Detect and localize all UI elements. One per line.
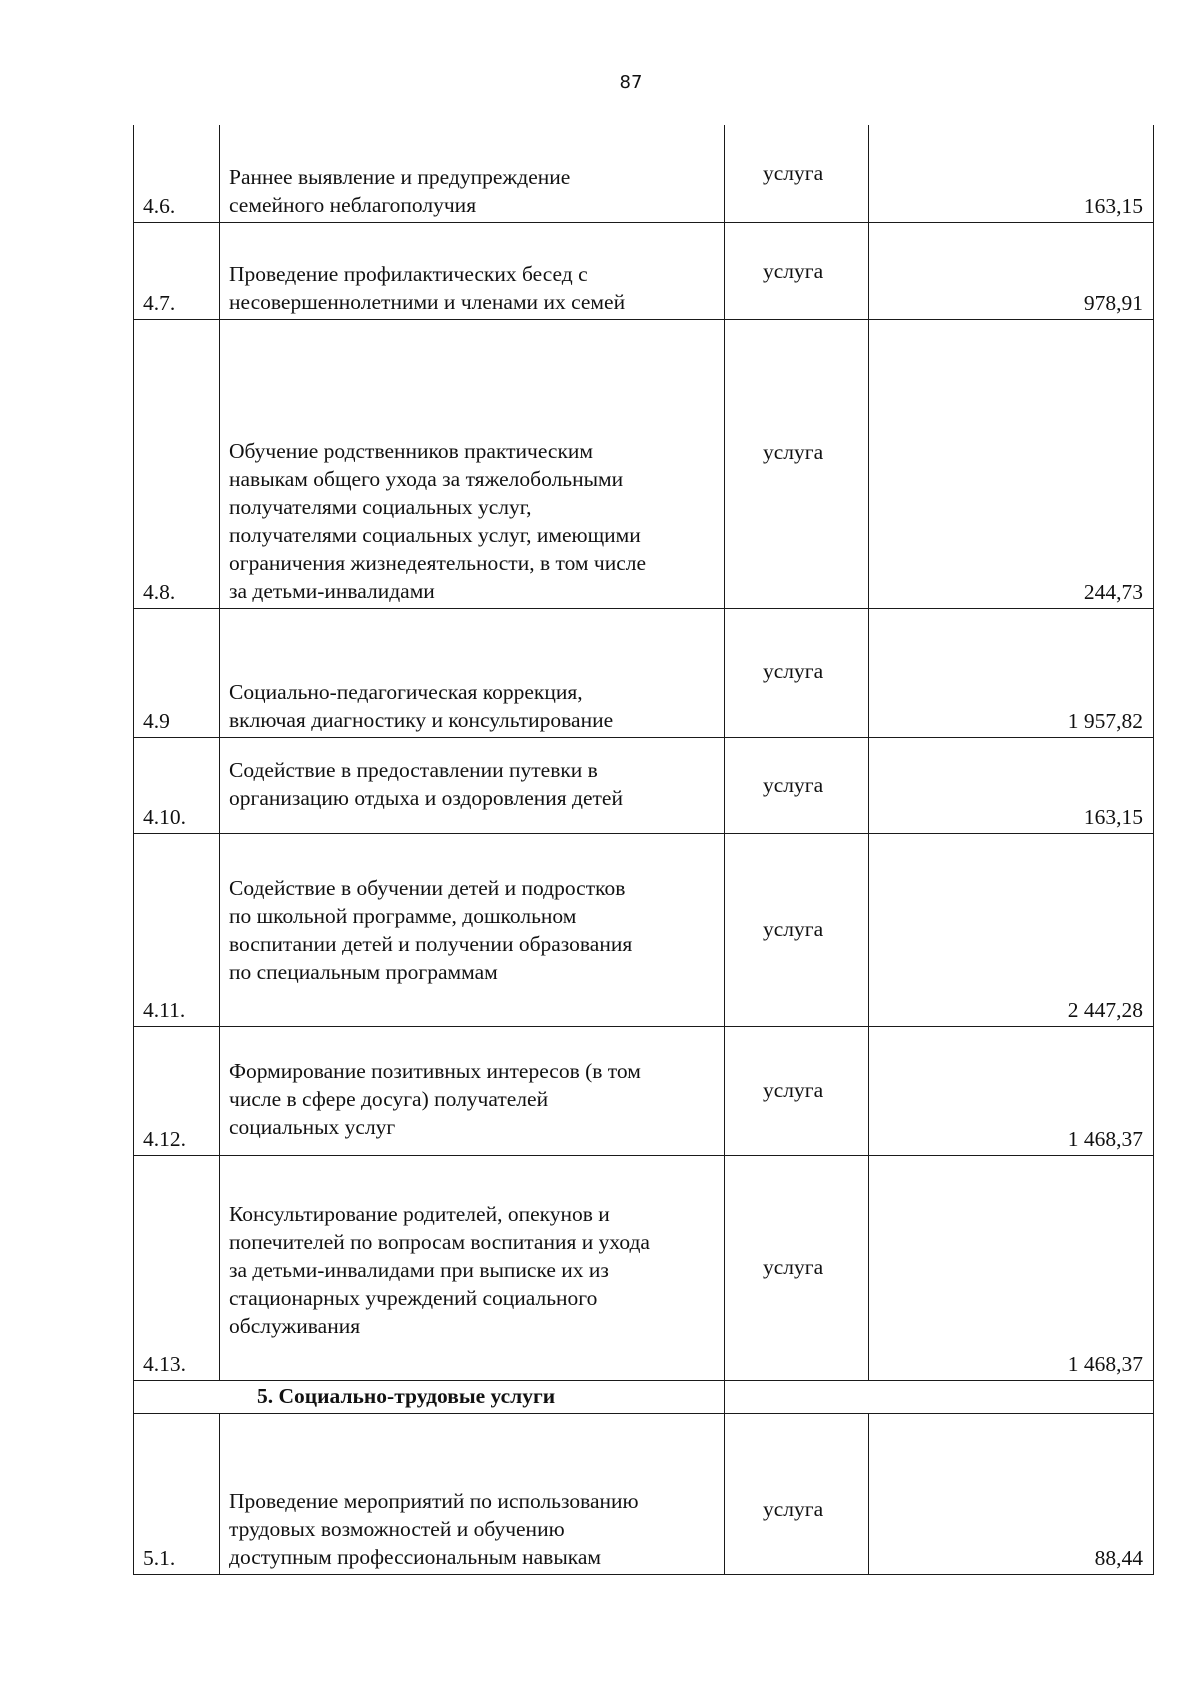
service-name-line: Раннее выявление и предупреждение <box>229 164 571 189</box>
unit-cell: услуга <box>725 1155 869 1380</box>
service-name-line: попечителей по вопросам воспитания и ухода <box>229 1229 650 1254</box>
price-cell: 978,91 <box>869 222 1154 319</box>
page-number: 87 <box>619 72 643 93</box>
table-row <box>134 1413 1154 1574</box>
service-name-line: Консультирование родителей, опекунов и <box>229 1201 610 1226</box>
service-name-line: за детьми-инвалидами <box>229 578 435 603</box>
section-header-row <box>134 1380 1154 1413</box>
service-name-line: несовершеннолетними и членами их семей <box>229 289 626 314</box>
table-row <box>134 1155 1154 1380</box>
service-name-line: навыкам общего ухода за тяжелобольными <box>229 466 624 491</box>
service-name-line: Проведение мероприятий по использованию <box>229 1488 639 1513</box>
table-row <box>134 737 1154 833</box>
price-cell: 2 447,28 <box>869 833 1154 1026</box>
price-cell: 88,44 <box>869 1413 1154 1574</box>
service-name-line: воспитании детей и получении образования <box>229 931 633 956</box>
unit-cell: услуга <box>725 608 869 737</box>
row-number: 4.7. <box>134 222 220 319</box>
service-name-line: организацию отдыха и оздоровления детей <box>229 785 623 810</box>
unit-cell: услуга <box>725 125 869 222</box>
unit-cell: услуга <box>725 833 869 1026</box>
service-name-line: обслуживания <box>229 1313 361 1338</box>
price-cell: 163,15 <box>869 737 1154 833</box>
service-name <box>220 833 725 1026</box>
service-name-line: Проведение профилактических бесед с <box>229 261 588 286</box>
service-name-line: по специальным программам <box>229 959 498 984</box>
service-name-line: получателями социальных услуг, имеющими <box>229 522 641 547</box>
section-empty-cell <box>725 1380 1154 1413</box>
service-name-line: за детьми-инвалидами при выписке их из <box>229 1257 609 1282</box>
service-name <box>220 1413 725 1574</box>
services-table <box>133 125 1154 1575</box>
unit-cell: услуга <box>725 222 869 319</box>
unit-cell: услуга <box>725 737 869 833</box>
row-number: 4.10. <box>134 737 220 833</box>
unit-cell: услуга <box>725 1413 869 1574</box>
price-cell: 244,73 <box>869 319 1154 608</box>
row-number: 4.9 <box>134 608 220 737</box>
row-number: 4.13. <box>134 1155 220 1380</box>
service-name <box>220 222 725 319</box>
service-name-line: трудовых возможностей и обучению <box>229 1516 565 1541</box>
price-cell: 1 468,37 <box>869 1026 1154 1155</box>
service-name-line: по школьной программе, дошкольном <box>229 903 577 928</box>
row-number: 4.8. <box>134 319 220 608</box>
row-number: 4.11. <box>134 833 220 1026</box>
row-number: 5.1. <box>134 1413 220 1574</box>
service-name <box>220 125 725 222</box>
service-name <box>220 1026 725 1155</box>
section-title: 5. Социально-трудовые услуги <box>134 1380 725 1413</box>
service-name-line: ограничения жизнедеятельности, в том числе <box>229 550 647 575</box>
price-cell: 163,15 <box>869 125 1154 222</box>
table-row <box>134 608 1154 737</box>
service-name <box>220 737 725 833</box>
service-name-line: семейного неблагополучия <box>229 192 477 217</box>
table-row <box>134 125 1154 222</box>
service-name-line: социальных услуг <box>229 1114 396 1139</box>
service-name-line: включая диагностику и консультирование <box>229 707 614 732</box>
price-cell: 1 468,37 <box>869 1155 1154 1380</box>
table-row <box>134 1026 1154 1155</box>
service-name <box>220 608 725 737</box>
service-name-line: Социально-педагогическая коррекция, <box>229 679 583 704</box>
table-row <box>134 833 1154 1026</box>
row-number: 4.12. <box>134 1026 220 1155</box>
service-name <box>220 1155 725 1380</box>
unit-cell: услуга <box>725 319 869 608</box>
service-name-line: получателями социальных услуг, <box>229 494 532 519</box>
unit-cell: услуга <box>725 1026 869 1155</box>
row-number: 4.6. <box>134 125 220 222</box>
price-cell: 1 957,82 <box>869 608 1154 737</box>
service-name-line: Формирование позитивных интересов (в том <box>229 1058 641 1083</box>
service-name-line: числе в сфере досуга) получателей <box>229 1086 549 1111</box>
service-name-line: стационарных учреждений социального <box>229 1285 598 1310</box>
service-name-line: Содействие в обучении детей и подростков <box>229 875 626 900</box>
table-row <box>134 319 1154 608</box>
service-name-line: Обучение родственников практическим <box>229 438 594 463</box>
service-name-line: доступным профессиональным навыкам <box>229 1544 602 1569</box>
table-row <box>134 222 1154 319</box>
service-name-line: Содействие в предоставлении путевки в <box>229 757 598 782</box>
service-name <box>220 319 725 608</box>
